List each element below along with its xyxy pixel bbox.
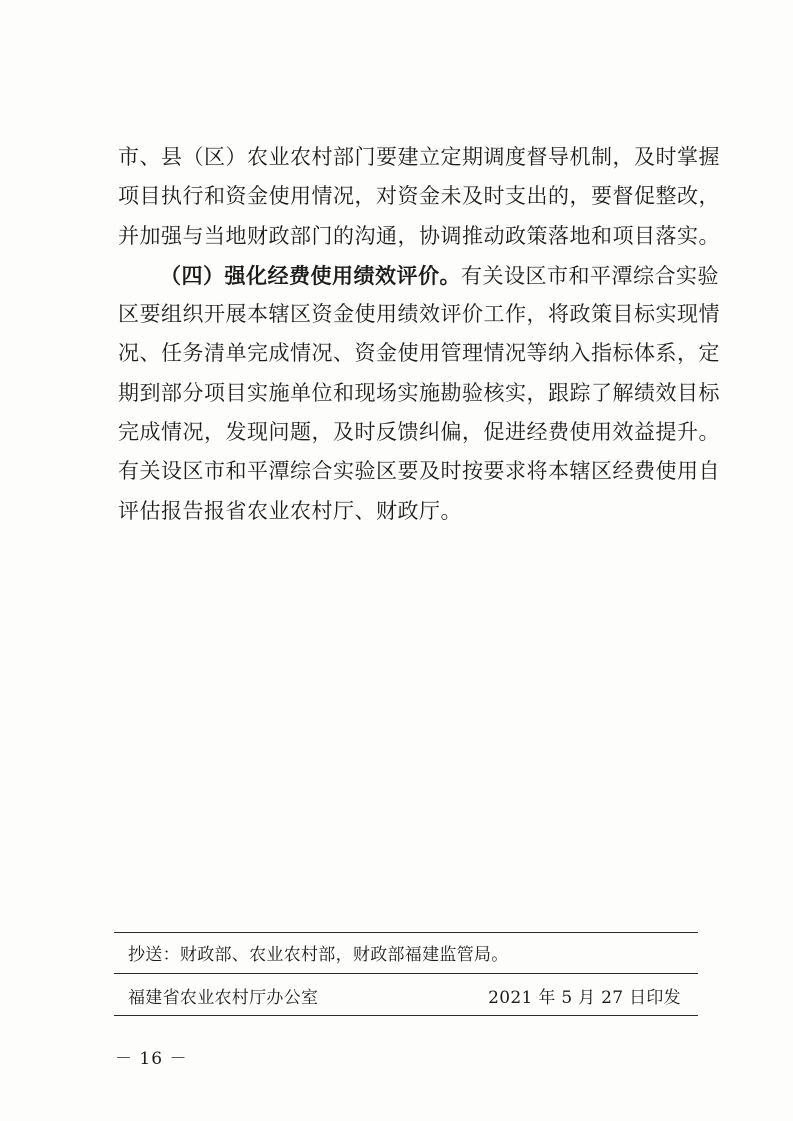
cc-line: 抄送：财政部、农业农村部，财政部福建监管局。 xyxy=(128,945,509,965)
body-line: 有关设区市和平潭综合实验区要及时按要求将本辖区经费使用自 xyxy=(118,459,720,484)
body-line: 况、任务清单完成情况、资金使用管理情况等纳入指标体系，定 xyxy=(118,341,720,366)
footer-rule-top xyxy=(114,932,698,933)
body-line: 期到部分项目实施单位和现场实施勘验核实，跟踪了解绩效目标 xyxy=(118,380,720,405)
body-line: 评估报告报省农业农村厅、财政厅。 xyxy=(118,498,462,523)
body-line: 完成情况，发现问题，及时反馈纠偏，促进经费使用效益提升。 xyxy=(118,420,720,445)
issue-date: 2021 年 5 月 27 日印发 xyxy=(488,988,681,1008)
body-text xyxy=(118,138,718,531)
body-line: 市、县（区）农业农村部门要建立定期调度督导机制，及时掌握 xyxy=(118,145,720,169)
page-number: － 16 － xyxy=(115,1049,188,1069)
footer-rule-bottom xyxy=(114,1015,698,1016)
body-line: 并加强与当地财政部门的沟通，协调推动政策落地和项目落实。 xyxy=(118,223,720,248)
body-line: 项目执行和资金使用情况，对资金未及时支出的，要督促整改， xyxy=(118,184,720,209)
issuing-office: 福建省农业农村厅办公室 xyxy=(128,988,319,1008)
section-4-first-line-text: 有关设区市和平潭综合实验 xyxy=(461,263,719,288)
footer-rule-middle xyxy=(114,973,698,974)
section-4-first-line xyxy=(118,256,718,295)
section-4-heading: （四）强化经费使用绩效评价。 xyxy=(160,262,461,288)
body-line: 区要组织开展本辖区资金使用绩效评价工作，将政策目标实现情 xyxy=(118,302,720,327)
